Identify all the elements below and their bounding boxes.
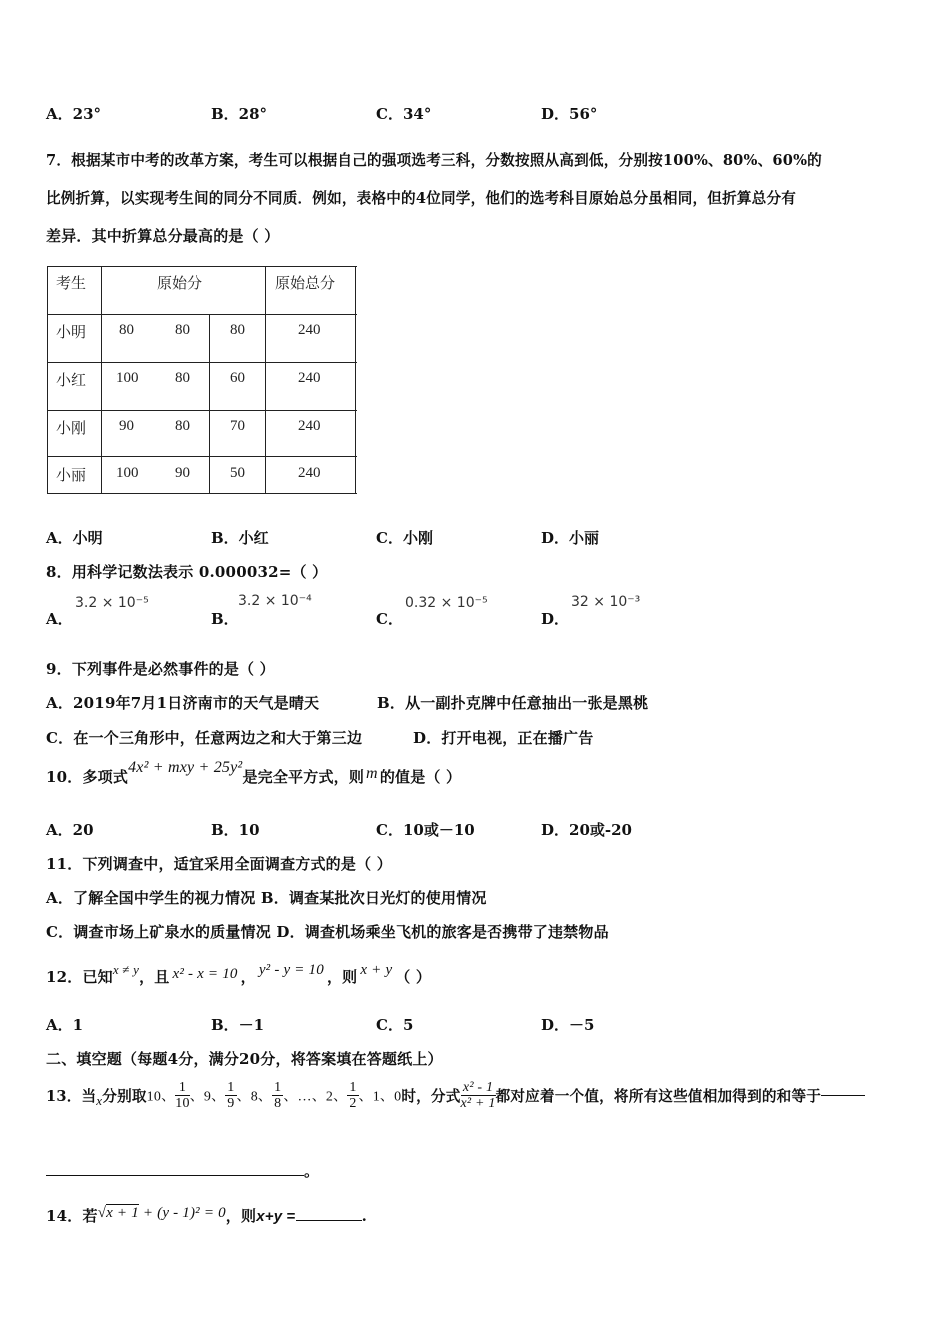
row2-score3: 60 (230, 370, 245, 386)
row1-total: 240 (298, 322, 321, 338)
q14-ask: x+y (256, 1208, 283, 1225)
q13-mid2: 时，分式 (401, 1088, 461, 1105)
q8-label-c: C． (376, 610, 403, 628)
q12-ask: x + y (360, 962, 393, 978)
q12-sep2: ， (240, 968, 256, 986)
row4-total: 240 (298, 465, 321, 481)
q12-sep3: ，则 (326, 968, 358, 986)
row3-score1: 90 (119, 418, 134, 434)
q6-option-c: C．34° (376, 105, 432, 123)
sqrt-icon: √ (97, 1205, 107, 1221)
header-raw-total: 原始总分 (275, 274, 336, 292)
section-fill-blank-heading: 二、填空题（每题4分，满分20分，将答案填在答题纸上） (46, 1050, 443, 1068)
q13-answer-blank-line2[interactable] (46, 1175, 304, 1176)
q12-number: 12．已知 (46, 968, 113, 986)
q12-option-a: A．1 (46, 1016, 84, 1034)
q13-number: 13．当 (46, 1088, 97, 1105)
q13-f4-den: 2 (349, 1096, 357, 1111)
score-table (47, 266, 357, 494)
q13-continuation (46, 1160, 319, 1181)
q9-option-a: A．2019年7月1日济南市的天气是晴天 (46, 694, 320, 712)
q10-option-d: D．20或-20 (541, 821, 632, 839)
row1-score1: 80 (119, 322, 134, 338)
row1-name: 小明 (56, 323, 87, 341)
q13-mid: 分别取 (102, 1088, 147, 1105)
row4-score2: 90 (175, 465, 190, 481)
q13-f3-den: 8 (274, 1096, 282, 1111)
row3-score2: 80 (175, 418, 190, 434)
q10-option-c: C．10或－10 (376, 821, 475, 839)
q11-options-cd: C．调查市场上矿泉水的质量情况 D．调查机场乘坐飞机的旅客是否携带了违禁物品 (46, 923, 609, 941)
q7-stem-line3: 差异．其中折算总分最高的是（ ） (46, 227, 280, 245)
q9-option-d: D．打开电视，正在播广告 (413, 729, 594, 747)
q13-stem (46, 1080, 865, 1111)
row4-score1: 100 (116, 465, 139, 481)
q10-expression: 4x² + mxy + 25y² (128, 759, 243, 776)
q7-option-d: D．小丽 (541, 529, 600, 547)
q10-var-m: m (366, 765, 378, 782)
q7-option-c: C．小刚 (376, 529, 433, 547)
q9-option-b: B．从一副扑克牌中任意抽出一张是黑桃 (377, 694, 649, 712)
q14-stem (46, 1205, 367, 1226)
q14-expression (98, 1205, 226, 1221)
q14-eq: = (282, 1208, 296, 1225)
q12-condition: x ≠ y (112, 962, 140, 977)
q13-tail: 都对应着一个值，将所有这些值相加得到的和等于 (495, 1088, 822, 1105)
row4-score3: 50 (230, 465, 245, 481)
q10-stem (46, 759, 462, 787)
row2-score1: 100 (116, 370, 139, 386)
header-raw-score: 原始分 (157, 274, 203, 292)
q13-f3-num: 1 (274, 1080, 282, 1095)
q8-label-a: A． (46, 610, 73, 628)
q14-mid: ，则 (225, 1207, 257, 1225)
q13-main-den: x² + 1 (460, 1096, 496, 1111)
q13-seq-e: 、1、0 (358, 1089, 402, 1105)
q7-option-b: B．小红 (211, 529, 269, 547)
q14-end: . (361, 1207, 368, 1225)
q7-option-a: A．小明 (46, 529, 103, 547)
q13-fraction-1-10 (175, 1080, 189, 1111)
q10-tail: 的值是（ ） (379, 768, 462, 786)
q10-option-a: A．20 (46, 821, 94, 839)
q9-option-c: C．在一个三角形中，任意两边之和大于第三边 (46, 729, 363, 747)
q12-stem (46, 962, 432, 987)
q8-label-b: B． (211, 610, 239, 628)
q13-fraction-1-9 (225, 1080, 236, 1111)
q13-seq-a: 10、 (146, 1089, 176, 1105)
q10-middle-text: 是完全平方式，则 (242, 768, 365, 786)
q6-option-a: A．23° (46, 105, 102, 123)
q8-value-c: 0.32 × 10⁻⁵ (405, 595, 488, 611)
q9-stem: 9．下列事件是必然事件的是（ ） (46, 660, 275, 678)
q8-stem: 8．用科学记数法表示 0.000032=（ ） (46, 563, 328, 581)
row3-name: 小刚 (56, 419, 87, 437)
q14-number: 14．若 (46, 1207, 98, 1225)
row2-score2: 80 (175, 370, 190, 386)
q10-option-b: B．10 (211, 821, 260, 839)
header-student: 考生 (56, 274, 87, 292)
q14-expression-rest: + (y - 1)² = 0 (138, 1205, 226, 1221)
q14-answer-blank[interactable] (296, 1220, 362, 1221)
q13-main-num: x² - 1 (461, 1080, 496, 1096)
q11-options-ab: A．了解全国中学生的视力情况 B．调查某批次日光灯的使用情况 (46, 889, 487, 907)
q13-end: 。 (304, 1162, 320, 1180)
q13-f2-num: 1 (227, 1080, 235, 1095)
q11-stem: 11．下列调查中，适宜采用全面调查方式的是（ ） (46, 855, 392, 873)
q14-radicand: x + 1 (106, 1205, 139, 1221)
q13-f1-num: 1 (175, 1080, 189, 1096)
q13-seq-d: 、…、2、 (283, 1089, 348, 1105)
q13-main-fraction (461, 1080, 496, 1111)
q12-equation2: y² - y = 10 (258, 962, 324, 978)
row4-name: 小丽 (56, 466, 87, 484)
q13-var-x: x (96, 1092, 103, 1108)
q13-fraction-1-2 (347, 1080, 358, 1111)
row1-score2: 80 (175, 322, 190, 338)
q12-equation1: x² - x = 10 (172, 966, 238, 982)
q13-seq-b: 、9、 (189, 1089, 226, 1105)
q10-number: 10．多项式 (46, 768, 129, 786)
q8-value-a: 3.2 × 10⁻⁵ (75, 595, 149, 611)
q12-option-b: B．－1 (211, 1016, 265, 1034)
row2-name: 小红 (56, 371, 87, 389)
q13-fraction-1-8 (272, 1080, 283, 1111)
q6-option-d: D．56° (541, 105, 598, 123)
row1-score3: 80 (230, 322, 245, 338)
row3-total: 240 (298, 418, 321, 434)
q8-label-d: D． (541, 610, 570, 628)
q7-stem-line2: 比例折算，以实现考生间的同分不同质．例如，表格中的4位同学，他们的选考科目原始总分虽相同，但折算总分有 (46, 190, 797, 207)
q12-sep1: ，且 (139, 968, 170, 986)
q13-seq-c: 、8、 (236, 1089, 273, 1105)
q12-option-d: D．－5 (541, 1016, 595, 1034)
q13-f1-den: 10 (175, 1096, 190, 1111)
q12-paren: （ ） (395, 968, 432, 986)
q13-f2-den: 9 (227, 1096, 235, 1111)
row3-score3: 70 (230, 418, 245, 434)
q6-option-b: B．28° (211, 105, 268, 123)
row2-total: 240 (298, 370, 321, 386)
q8-value-d: 32 × 10⁻³ (571, 594, 641, 610)
q13-f4-num: 1 (349, 1080, 357, 1095)
q8-value-b: 3.2 × 10⁻⁴ (238, 593, 312, 609)
q13-answer-blank[interactable] (821, 1095, 865, 1096)
q7-stem-line1: 7．根据某市中考的改革方案，考生可以根据自己的强项选考三科，分数按照从高到低，分别按100%、80%、60%的 (46, 152, 822, 169)
q12-option-c: C．5 (376, 1016, 414, 1034)
